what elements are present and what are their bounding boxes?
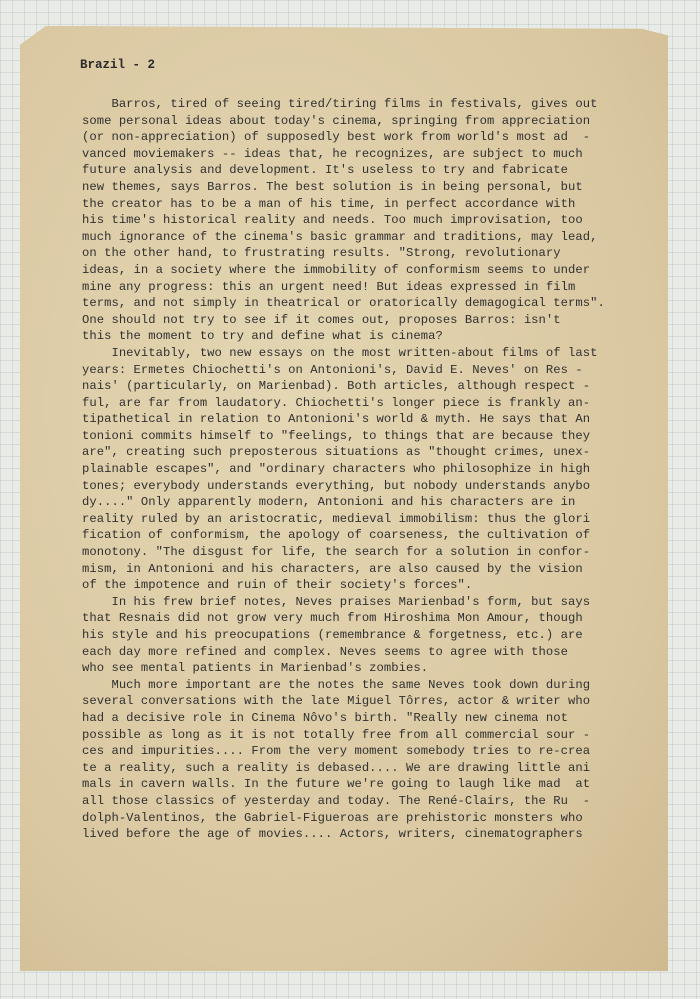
- text-line: reality ruled by an aristocratic, medieval immobilism: thus the glori: [82, 511, 591, 526]
- text-line: One should not try to see if it comes out, proposes Barros: isn't: [82, 312, 561, 327]
- text-line: several conversations with the late Miguel Tôrres, actor & writer who: [82, 694, 591, 709]
- text-line: plainable escapes", and "ordinary characters who philosophize in high: [82, 462, 591, 477]
- text-line: possible as long as it is not totally free from all commercial sour -: [82, 727, 591, 742]
- text-line: dy...." Only apparently modern, Antonioni and his characters are in: [82, 495, 576, 510]
- text-line: fication of conformism, the apology of coarseness, the cultivation of: [82, 528, 591, 543]
- text-line: Much more important are the notes the same Neves took down during: [82, 677, 591, 692]
- text-line: mals in cavern walls. In the future we're going to laugh like mad at: [82, 777, 591, 792]
- text-line: dolph-Valentinos, the Gabriel-Figueroas are prehistoric monsters who: [82, 810, 583, 825]
- text-line: are", creating such preposterous situations as "thought crimes, unex-: [82, 445, 591, 460]
- text-line: monotony. "The disgust for life, the search for a solution in confor-: [82, 545, 591, 560]
- text-line: nais' (particularly, on Marienbad). Both articles, although respect -: [82, 379, 591, 394]
- text-line: In his frew brief notes, Neves praises Marienbad's form, but says: [82, 594, 591, 609]
- page-header: Brazil - 2: [80, 58, 156, 72]
- text-line: his style and his preocupations (remembrance & forgetness, etc.) are: [82, 628, 583, 642]
- text-line: who see mental patients in Marienbad's zombies.: [82, 661, 429, 676]
- body-text: [82, 96, 652, 843]
- text-line: Barros, tired of seeing tired/tiring films in festivals, gives out: [82, 97, 598, 111]
- text-line: had a decisive role in Cinema Nôvo's birth. "Really new cinema not: [82, 710, 569, 725]
- text-line: terms, and not simply in theatrical or oratorically demagogical terms".: [82, 296, 605, 311]
- text-line: lived before the age of movies.... Actors, writers, cinematographers: [82, 827, 583, 842]
- text-line: Inevitably, two new essays on the most written-about films of last: [82, 345, 598, 360]
- text-line: ces and impurities.... From the very moment somebody tries to re-crea: [82, 744, 591, 759]
- text-line: the creator has to be a man of his time, in perfect accordance with: [82, 196, 576, 211]
- text-line: much ignorance of the cinema's basic grammar and traditions, may lead,: [82, 229, 598, 244]
- text-line: of the impotence and ruin of their society's forces".: [82, 578, 473, 593]
- text-line: tones; everybody understands everything, but nobody understands anybo: [82, 478, 591, 493]
- text-line: all those classics of yesterday and today. The René-Clairs, the Ru -: [82, 793, 591, 808]
- text-line: vanced moviemakers -- ideas that, he recognizes, are subject to much: [82, 146, 583, 161]
- text-line: mism, in Antonioni and his characters, are also caused by the vision: [82, 561, 583, 576]
- text-line: this the moment to try and define what is cinema?: [82, 329, 443, 344]
- text-line: some personal ideas about today's cinema, springing from appreciation: [82, 113, 591, 128]
- text-line: years: Ermetes Chiochetti's on Antonioni's, David E. Neves' on Res -: [82, 362, 583, 377]
- text-line: future analysis and development. It's useless to try and fabricate: [82, 163, 569, 178]
- text-line: ideas, in a society where the immobility of conformism seems to under: [82, 262, 591, 277]
- text-line: new themes, says Barros. The best solution is in being personal, but: [82, 179, 583, 194]
- text-line: on the other hand, to frustrating results. "Strong, revolutionary: [82, 246, 561, 261]
- text-line: te a reality, such a reality is debased.... We are drawing little ani: [82, 760, 591, 775]
- text-line: each day more refined and complex. Neves seems to agree with those: [82, 644, 569, 659]
- text-line: his time's historical reality and needs. Too much improvisation, too: [82, 213, 583, 228]
- text-line: tonioni commits himself to "feelings, to things that are because they: [82, 428, 591, 443]
- text-line: tipathetical in relation to Antonioni's world & myth. He says that An: [82, 412, 591, 427]
- text-line: mine any progress: this an urgent need! But ideas expressed in film: [82, 279, 576, 294]
- text-line: that Resnais did not grow very much from Hiroshima Mon Amour, though: [82, 611, 583, 626]
- text-line: (or non-appreciation) of supposedly best work from world's most ad -: [82, 130, 591, 145]
- text-line: ful, are far from laudatory. Chiochetti's longer piece is frankly an-: [82, 395, 591, 410]
